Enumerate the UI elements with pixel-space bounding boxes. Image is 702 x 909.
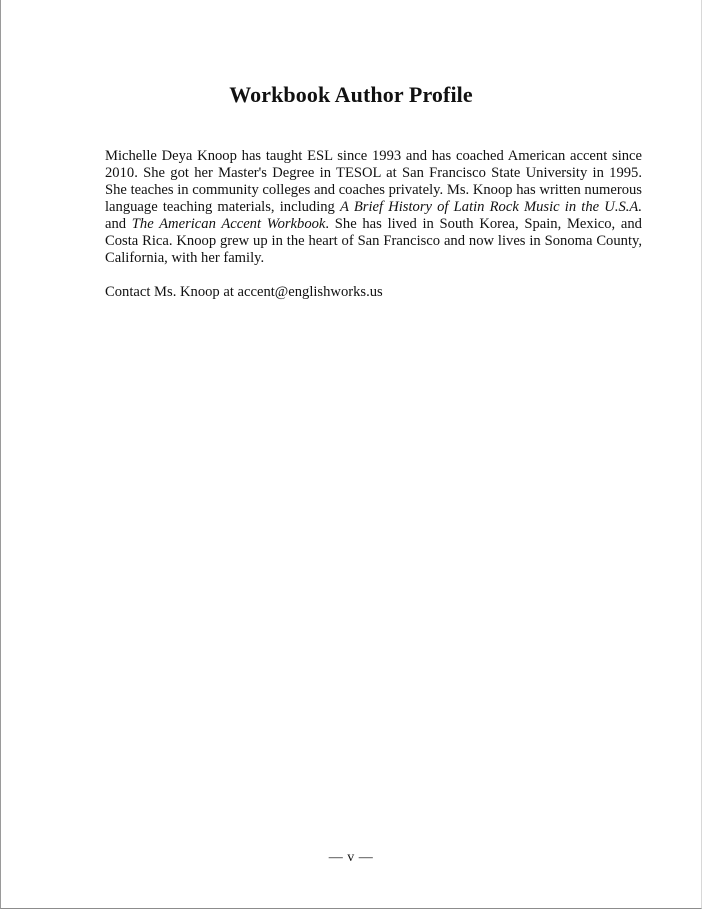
page-number: — v — [328, 850, 374, 865]
book-title-accent-workbook: The American Accent Workbook [131, 216, 326, 232]
page-title: Workbook Author Profile [229, 82, 473, 107]
bio-text-part-2: and [105, 216, 132, 232]
author-bio-paragraph [105, 148, 642, 267]
contact-line: Contact Ms. Knoop at accent@englishworks.us [105, 284, 383, 300]
book-title-latin-rock: A Brief History of Latin Rock Music in the U.S.A. [340, 199, 642, 215]
bio-text-part-3: . She has lived in South Korea, Spain, Mexico, and Costa Rica. Knoop grew up in the heart of San Francisco and now lives in Sonoma County, California, with her family. [105, 216, 642, 266]
author-profile-body [105, 148, 642, 301]
bio-text-part-1: Michelle Deya Knoop has taught ESL since 1993 and has coached American accent since 2010. She got her Master's Degree in TESOL at San Francisco State University in 1995. She teaches in community colleges and coaches privately. Ms. Knoop has written numerous language teaching materials, including [105, 148, 642, 215]
